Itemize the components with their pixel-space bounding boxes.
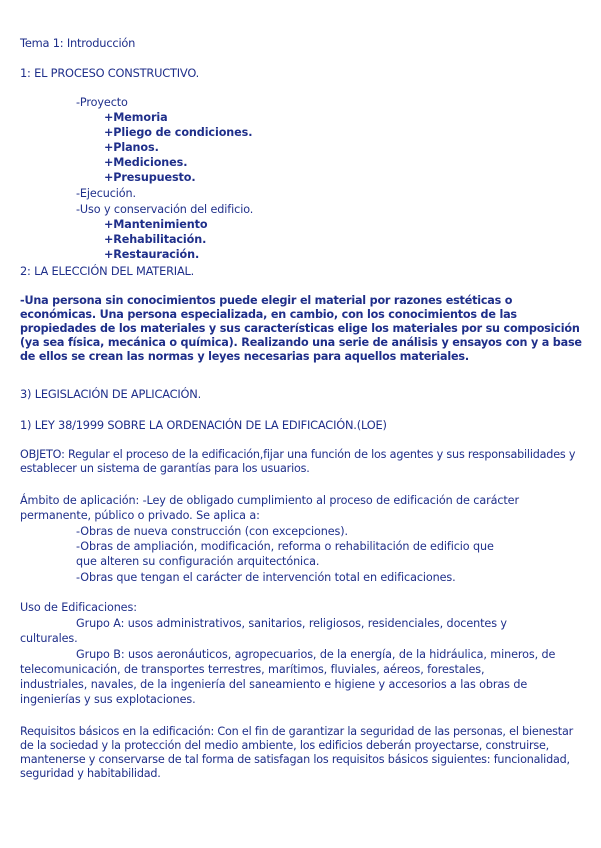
document-title: Tema 1: Introducción: [20, 36, 136, 50]
ambito-line-2: permanente, público o privado. Se aplica a:: [20, 509, 260, 522]
ambito-item-ampliacion: -Obras de ampliación, modificación, reforma o rehabilitación de edificio que: [76, 540, 494, 553]
grupo-b-line-2: telecomunicación, de transportes terrestres, marítimos, fluviales, aéreos, forestales,: [20, 663, 485, 676]
section-1-heading: 1: EL PROCESO CONSTRUCTIVO.: [20, 66, 200, 80]
list-item-ejecucion: -Ejecución.: [76, 187, 136, 200]
list-item-uso: -Uso y conservación del edificio.: [76, 203, 254, 216]
objeto-paragraph: OBJETO: Regular el proceso de la edificación,fijar una función de los agentes y sus responsabilidades y establecer un sistema de garantías para los usuarios.: [20, 448, 576, 475]
list-subitem-pliego: +Pliego de condiciones.: [104, 126, 253, 139]
section-2-heading: 2: LA ELECCIÓN DEL MATERIAL.: [20, 264, 195, 278]
list-subitem-memoria: +Memoria: [104, 111, 168, 124]
requisitos-paragraph: Requisitos básicos en la edificación: Con el fin de garantizar la seguridad de las personas, el bienestar de la sociedad y la protección del medio ambiente, los edificios deberán proyectarse, construirse, mantenerse y conservarse de tal forma de satisfagan los requisitos básicos siguientes: funcionalidad, seguridad y habitabilidad.: [20, 725, 574, 780]
ambito-line-1: Ámbito de aplicación: -Ley de obligado cumplimiento al proceso de edificación de carácter: [20, 494, 519, 507]
grupo-b-line-4: ingenierías y sus explotaciones.: [20, 693, 196, 706]
uso-edificaciones-heading: Uso de Edificaciones:: [20, 601, 137, 614]
list-subitem-mantenimiento: +Mantenimiento: [104, 218, 208, 231]
list-subitem-restauracion: +Restauración.: [104, 248, 200, 261]
list-subitem-presupuesto: +Presupuesto.: [104, 171, 196, 184]
ambito-item-intervencion: -Obras que tengan el carácter de intervención total en edificaciones.: [76, 571, 456, 584]
list-subitem-rehabilitacion: +Rehabilitación.: [104, 233, 207, 246]
ambito-item-configuracion: que alteren su configuración arquitectónica.: [76, 555, 320, 568]
grupo-a-line-1: Grupo A: usos administrativos, sanitarios, religiosos, residenciales, docentes y: [76, 617, 507, 630]
grupo-b-line-1: Grupo B: usos aeronáuticos, agropecuarios, de la energía, de la hidráulica, mineros, de: [76, 648, 556, 661]
section-2-paragraph: -Una persona sin conocimientos puede elegir el material por razones estéticas o económicas. Una persona especializada, en cambio, con los conocimientos de las propiedades de los materiales y sus características elige los materiales por su composición (ya sea física, mecánica o química). Realizando una serie de análisis y ensayos con y a base de ellos se crean las normas y leyes necesarias para aquellos materiales.: [20, 294, 582, 363]
ambito-item-nueva: -Obras de nueva construcción (con excepciones).: [76, 525, 349, 538]
list-item-proyecto: -Proyecto: [76, 96, 128, 109]
list-subitem-planos: +Planos.: [104, 141, 159, 154]
list-subitem-mediciones: +Mediciones.: [104, 156, 188, 169]
section-3-heading: 3) LEGISLACIÓN DE APLICACIÓN.: [20, 387, 202, 401]
grupo-b-line-3: industriales, navales, de la ingeniería del saneamiento e higiene y accesorios a las obras de: [20, 678, 528, 691]
grupo-a-line-2: culturales.: [20, 632, 78, 645]
law-heading: 1) LEY 38/1999 SOBRE LA ORDENACIÓN DE LA EDIFICACIÓN.(LOE): [20, 418, 387, 432]
